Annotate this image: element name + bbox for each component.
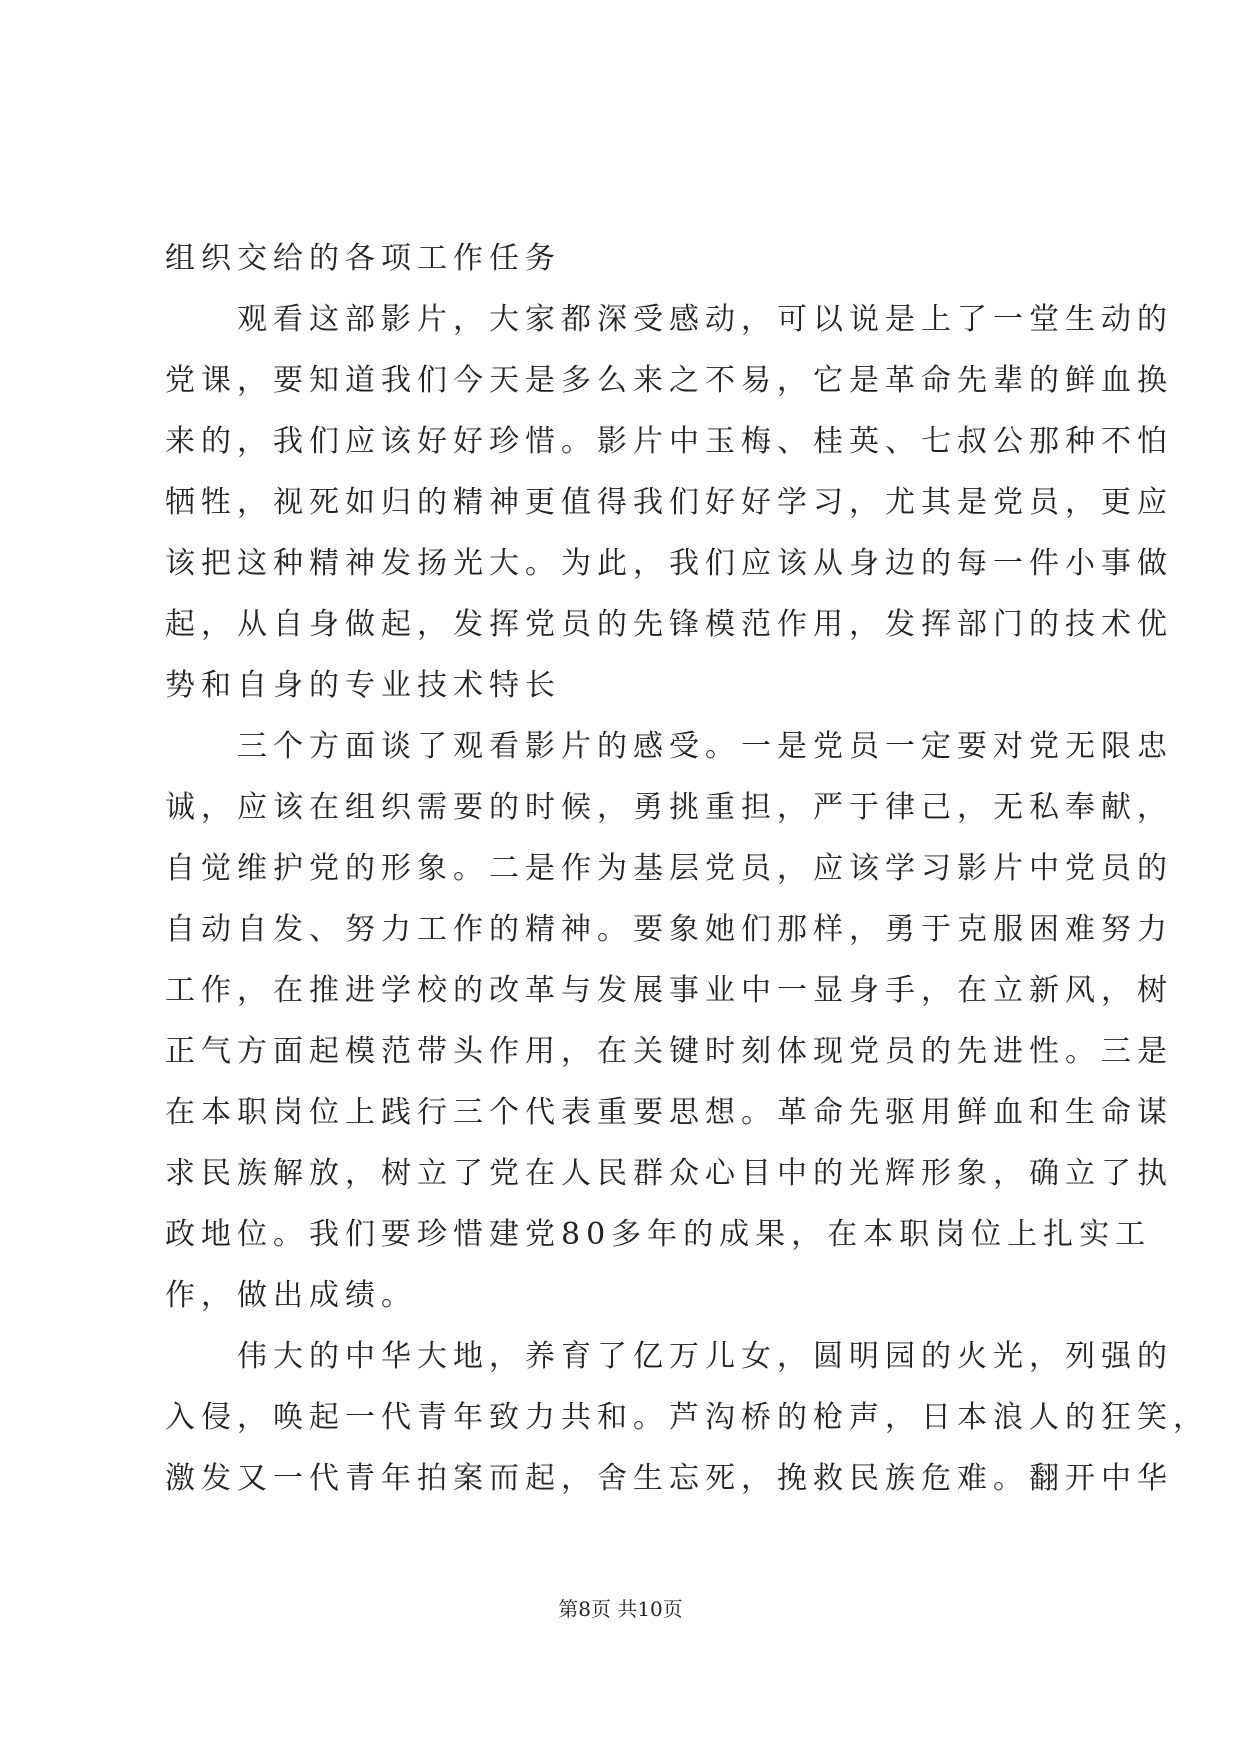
text-line: 政地位。我们要珍惜建党80多年的成果，在本职岗位上扎实工 — [165, 1217, 1152, 1252]
text-line: 作，做出成绩。 — [165, 1278, 417, 1313]
text-line: 牺牲，视死如归的精神更值得我们好好学习，尤其是党员，更应 — [165, 485, 1173, 520]
text-line: 激发又一代青年拍案而起，舍生忘死，挽救民族危难。翻开中华 — [165, 1461, 1173, 1496]
body-text — [165, 228, 1209, 1509]
text-line: 自觉维护党的形象。二是作为基层党员，应该学习影片中党员的 — [165, 851, 1173, 886]
text-line: 自动自发、努力工作的精神。要象她们那样，勇于克服困难努力 — [165, 912, 1173, 947]
text-line: 诚，应该在组织需要的时候，勇挑重担，严于律己，无私奉献， — [165, 790, 1173, 825]
text-line: 势和自身的专业技术特长 — [165, 668, 561, 703]
text-line: 观看这部影片，大家都深受感动，可以说是上了一堂生动的 — [165, 302, 1173, 337]
text-line: 求民族解放，树立了党在人民群众心目中的光辉形象，确立了执 — [165, 1156, 1173, 1191]
text-line: 伟大的中华大地，养育了亿万儿女，圆明园的火光，列强的 — [165, 1339, 1173, 1374]
text-line: 来的，我们应该好好珍惜。影片中玉梅、桂英、七叔公那种不怕 — [165, 424, 1173, 459]
text-line: 该把这种精神发扬光大。为此，我们应该从身边的每一件小事做 — [165, 546, 1173, 581]
text-line: 三个方面谈了观看影片的感受。一是党员一定要对党无限忠 — [165, 729, 1173, 764]
text-line: 组织交给的各项工作任务 — [165, 241, 561, 276]
text-line: 在本职岗位上践行三个代表重要思想。革命先驱用鲜血和生命谋 — [165, 1095, 1173, 1130]
text-line: 入侵，唤起一代青年致力共和。芦沟桥的枪声，日本浪人的狂笑， — [165, 1400, 1209, 1435]
text-line: 起，从自身做起，发挥党员的先锋模范作用，发挥部门的技术优 — [165, 607, 1173, 642]
page-footer: 第8页 共10页 — [558, 1597, 683, 1621]
text-line: 正气方面起模范带头作用，在关键时刻体现党员的先进性。三是 — [165, 1034, 1173, 1069]
text-line: 党课，要知道我们今天是多么来之不易，它是革命先辈的鲜血换 — [165, 363, 1173, 398]
text-line: 工作，在推进学校的改革与发展事业中一显身手，在立新风，树 — [165, 973, 1173, 1008]
